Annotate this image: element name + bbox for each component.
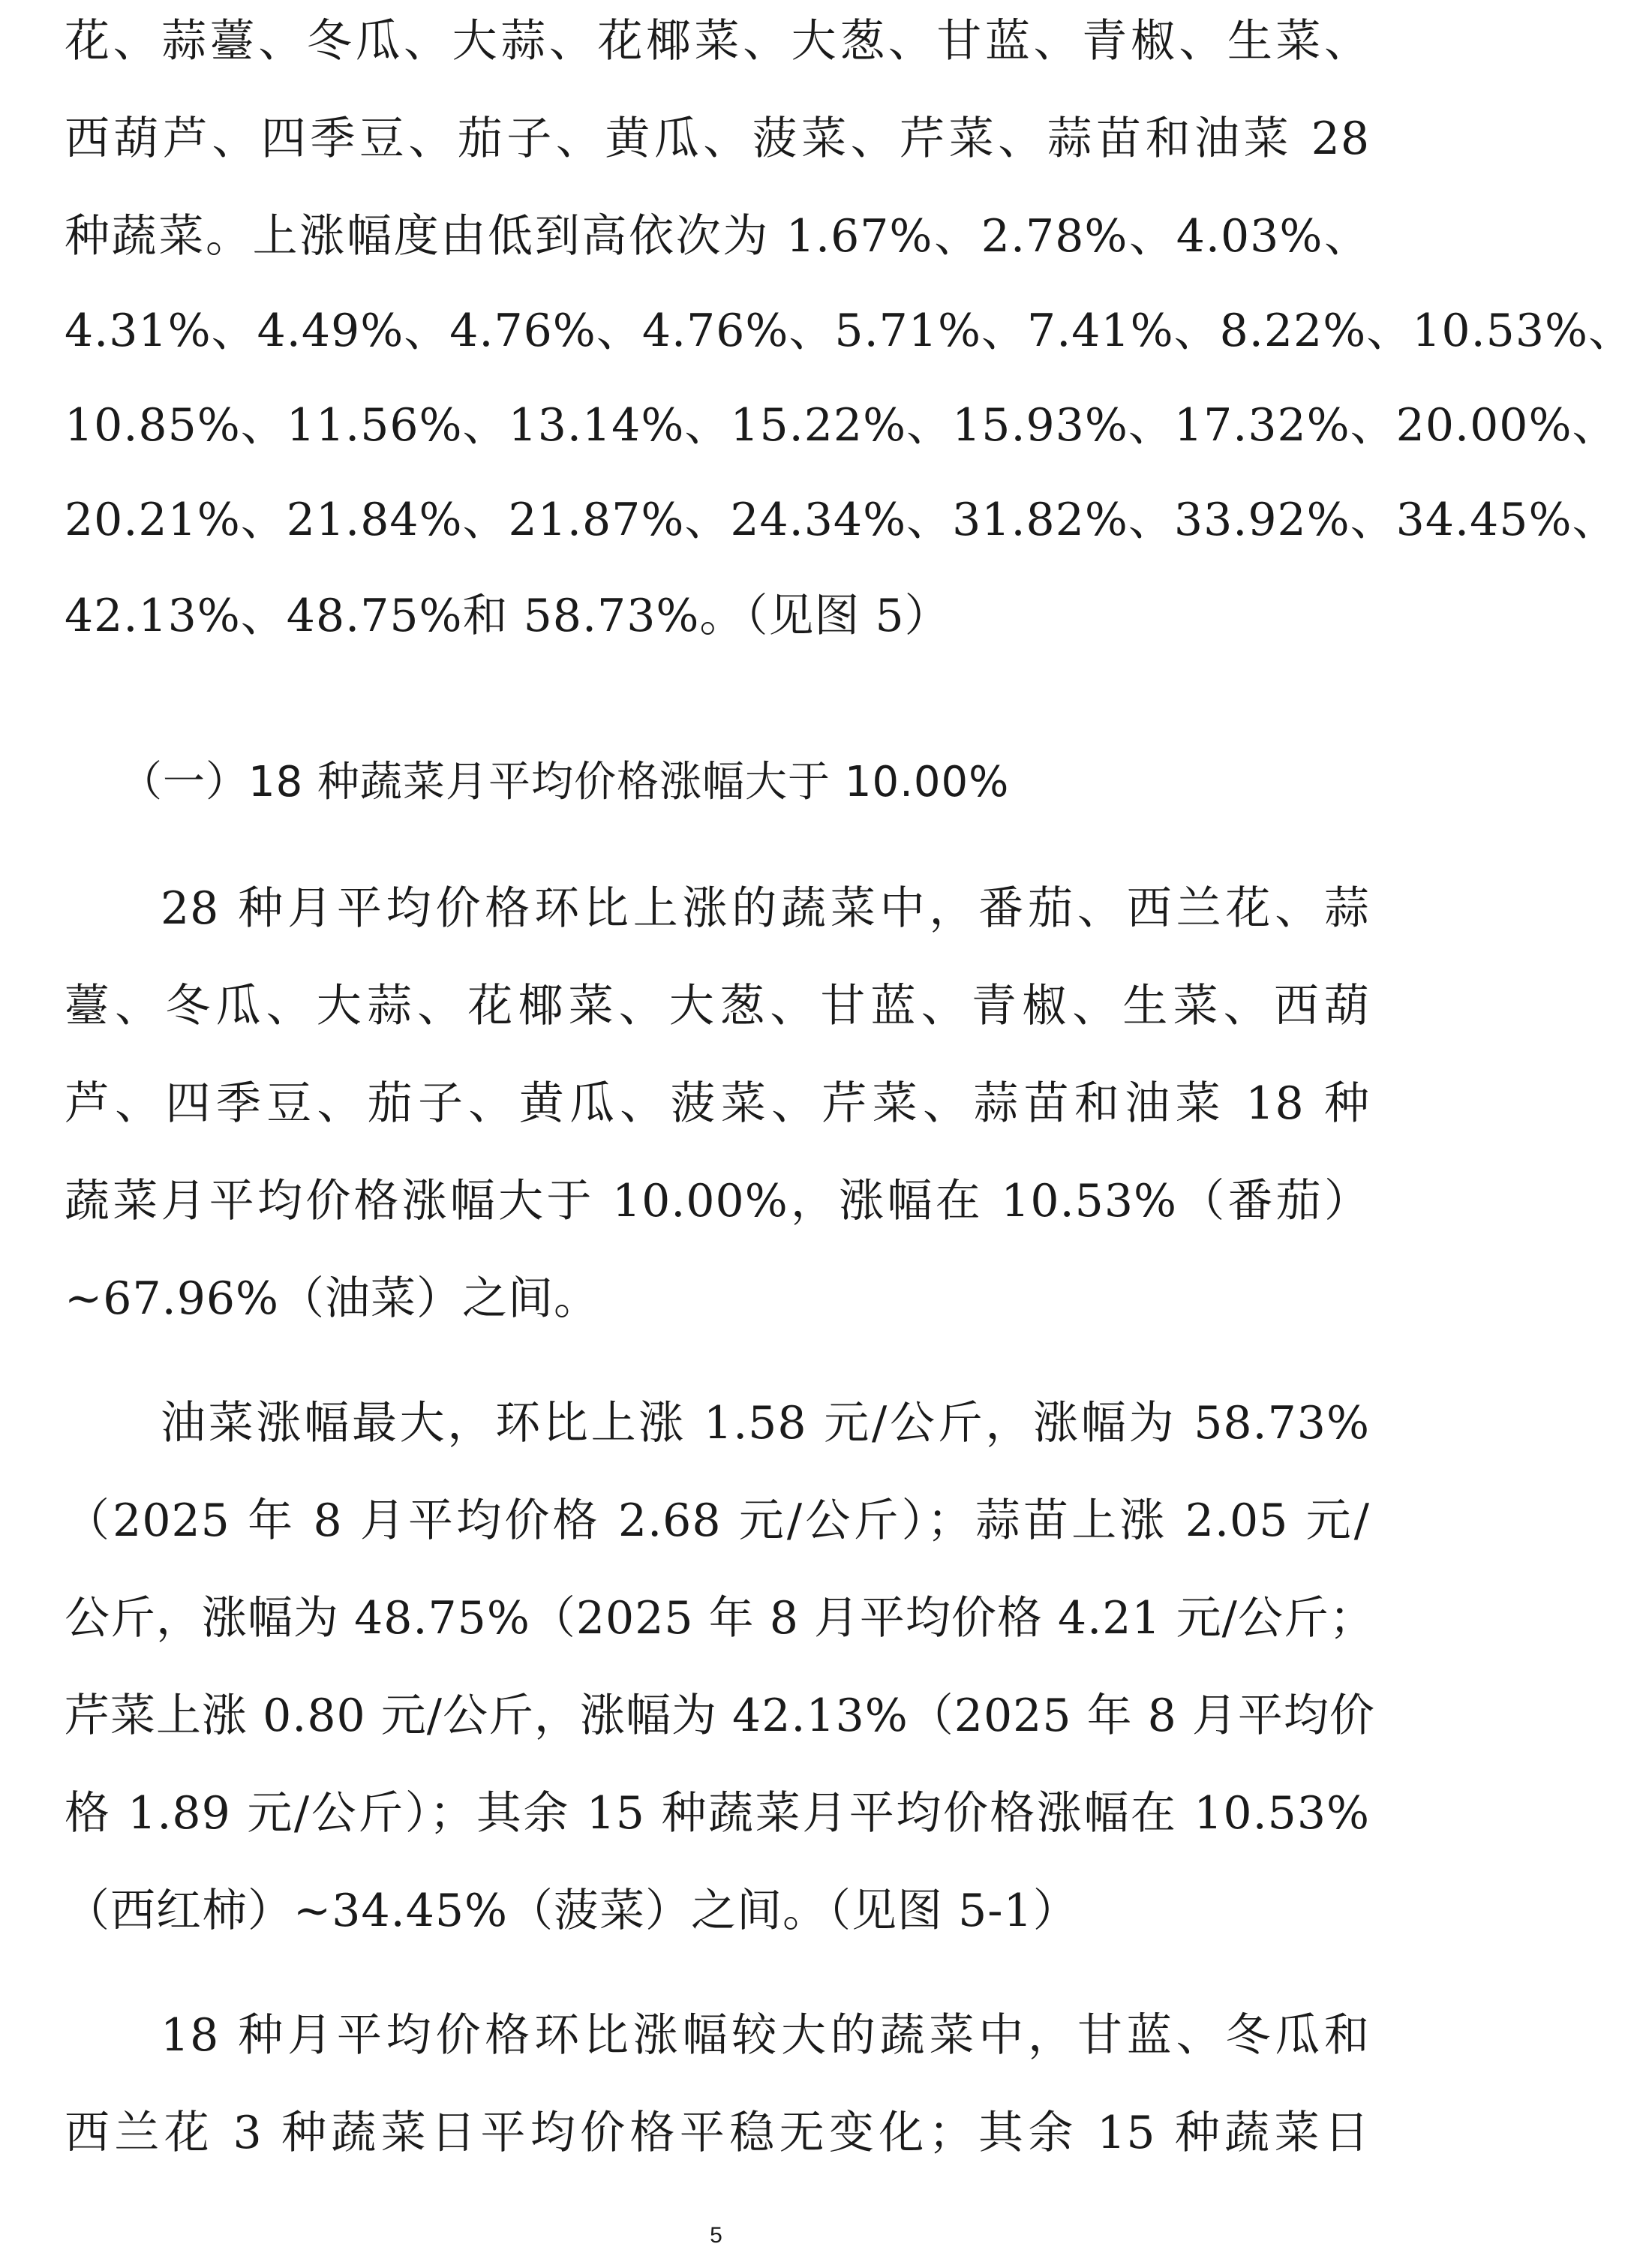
text-line: 42.13%、48.75%和 58.73%。（见图 5） — [65, 590, 951, 642]
text-line: 西兰花 3 种蔬菜日平均价格平稳无变化；其余 15 种蔬菜日 — [65, 2107, 1370, 2159]
text-line: 公斤，涨幅为 48.75%（2025 年 8 月平均价格 4.21 元/公斤； — [65, 1592, 1375, 1645]
text-line: （西红柿）~34.45%（菠菜）之间。（见图 5-1） — [65, 1885, 1079, 1937]
text-line: （2025 年 8 月平均价格 2.68 元/公斤）；蒜苗上涨 2.05 元/ — [65, 1494, 1370, 1547]
text-line: ~67.96%（油菜）之间。 — [65, 1272, 600, 1325]
text-line: 芦、四季豆、茄子、黄瓜、菠菜、芹菜、蒜苗和油菜 18 种 — [65, 1077, 1370, 1130]
text-line: 20.21%、21.84%、21.87%、24.34%、31.82%、33.92%、34.45%、 — [65, 494, 1618, 546]
text-line: 蔬菜月平均价格涨幅大于 10.00%，涨幅在 10.53%（番茄） — [65, 1175, 1370, 1227]
text-line: 油菜涨幅最大，环比上涨 1.58 元/公斤，涨幅为 58.73% — [161, 1397, 1370, 1449]
section-heading: （一）18 种蔬菜月平均价格涨幅大于 10.00% — [120, 758, 1010, 807]
text-line: 西葫芦、四季豆、茄子、黄瓜、菠菜、芹菜、蒜苗和油菜 28 — [65, 113, 1370, 165]
text-line: 花、蒜薹、冬瓜、大蒜、花椰菜、大葱、甘蓝、青椒、生菜、 — [65, 15, 1370, 68]
text-line: 种蔬菜。上涨幅度由低到高依次为 1.67%、2.78%、4.03%、 — [65, 210, 1370, 263]
text-line: 10.85%、11.56%、13.14%、15.22%、15.93%、17.32%、20.00%、 — [65, 399, 1618, 452]
text-line: 格 1.89 元/公斤）；其余 15 种蔬菜月平均价格涨幅在 10.53% — [65, 1787, 1370, 1840]
page-number: 5 — [710, 2223, 722, 2248]
text-line: 4.31%、4.49%、4.76%、4.76%、5.71%、7.41%、8.22%、10.53%、 — [65, 305, 1634, 357]
text-line: 18 种月平均价格环比涨幅较大的蔬菜中，甘蓝、冬瓜和 — [161, 2009, 1370, 2062]
text-line: 芹菜上涨 0.80 元/公斤，涨幅为 42.13%（2025 年 8 月平均价 — [65, 1690, 1375, 1742]
text-line: 28 种月平均价格环比上涨的蔬菜中，番茄、西兰花、蒜 — [161, 882, 1370, 935]
text-line: 薹、冬瓜、大蒜、花椰菜、大葱、甘蓝、青椒、生菜、西葫 — [65, 980, 1370, 1032]
